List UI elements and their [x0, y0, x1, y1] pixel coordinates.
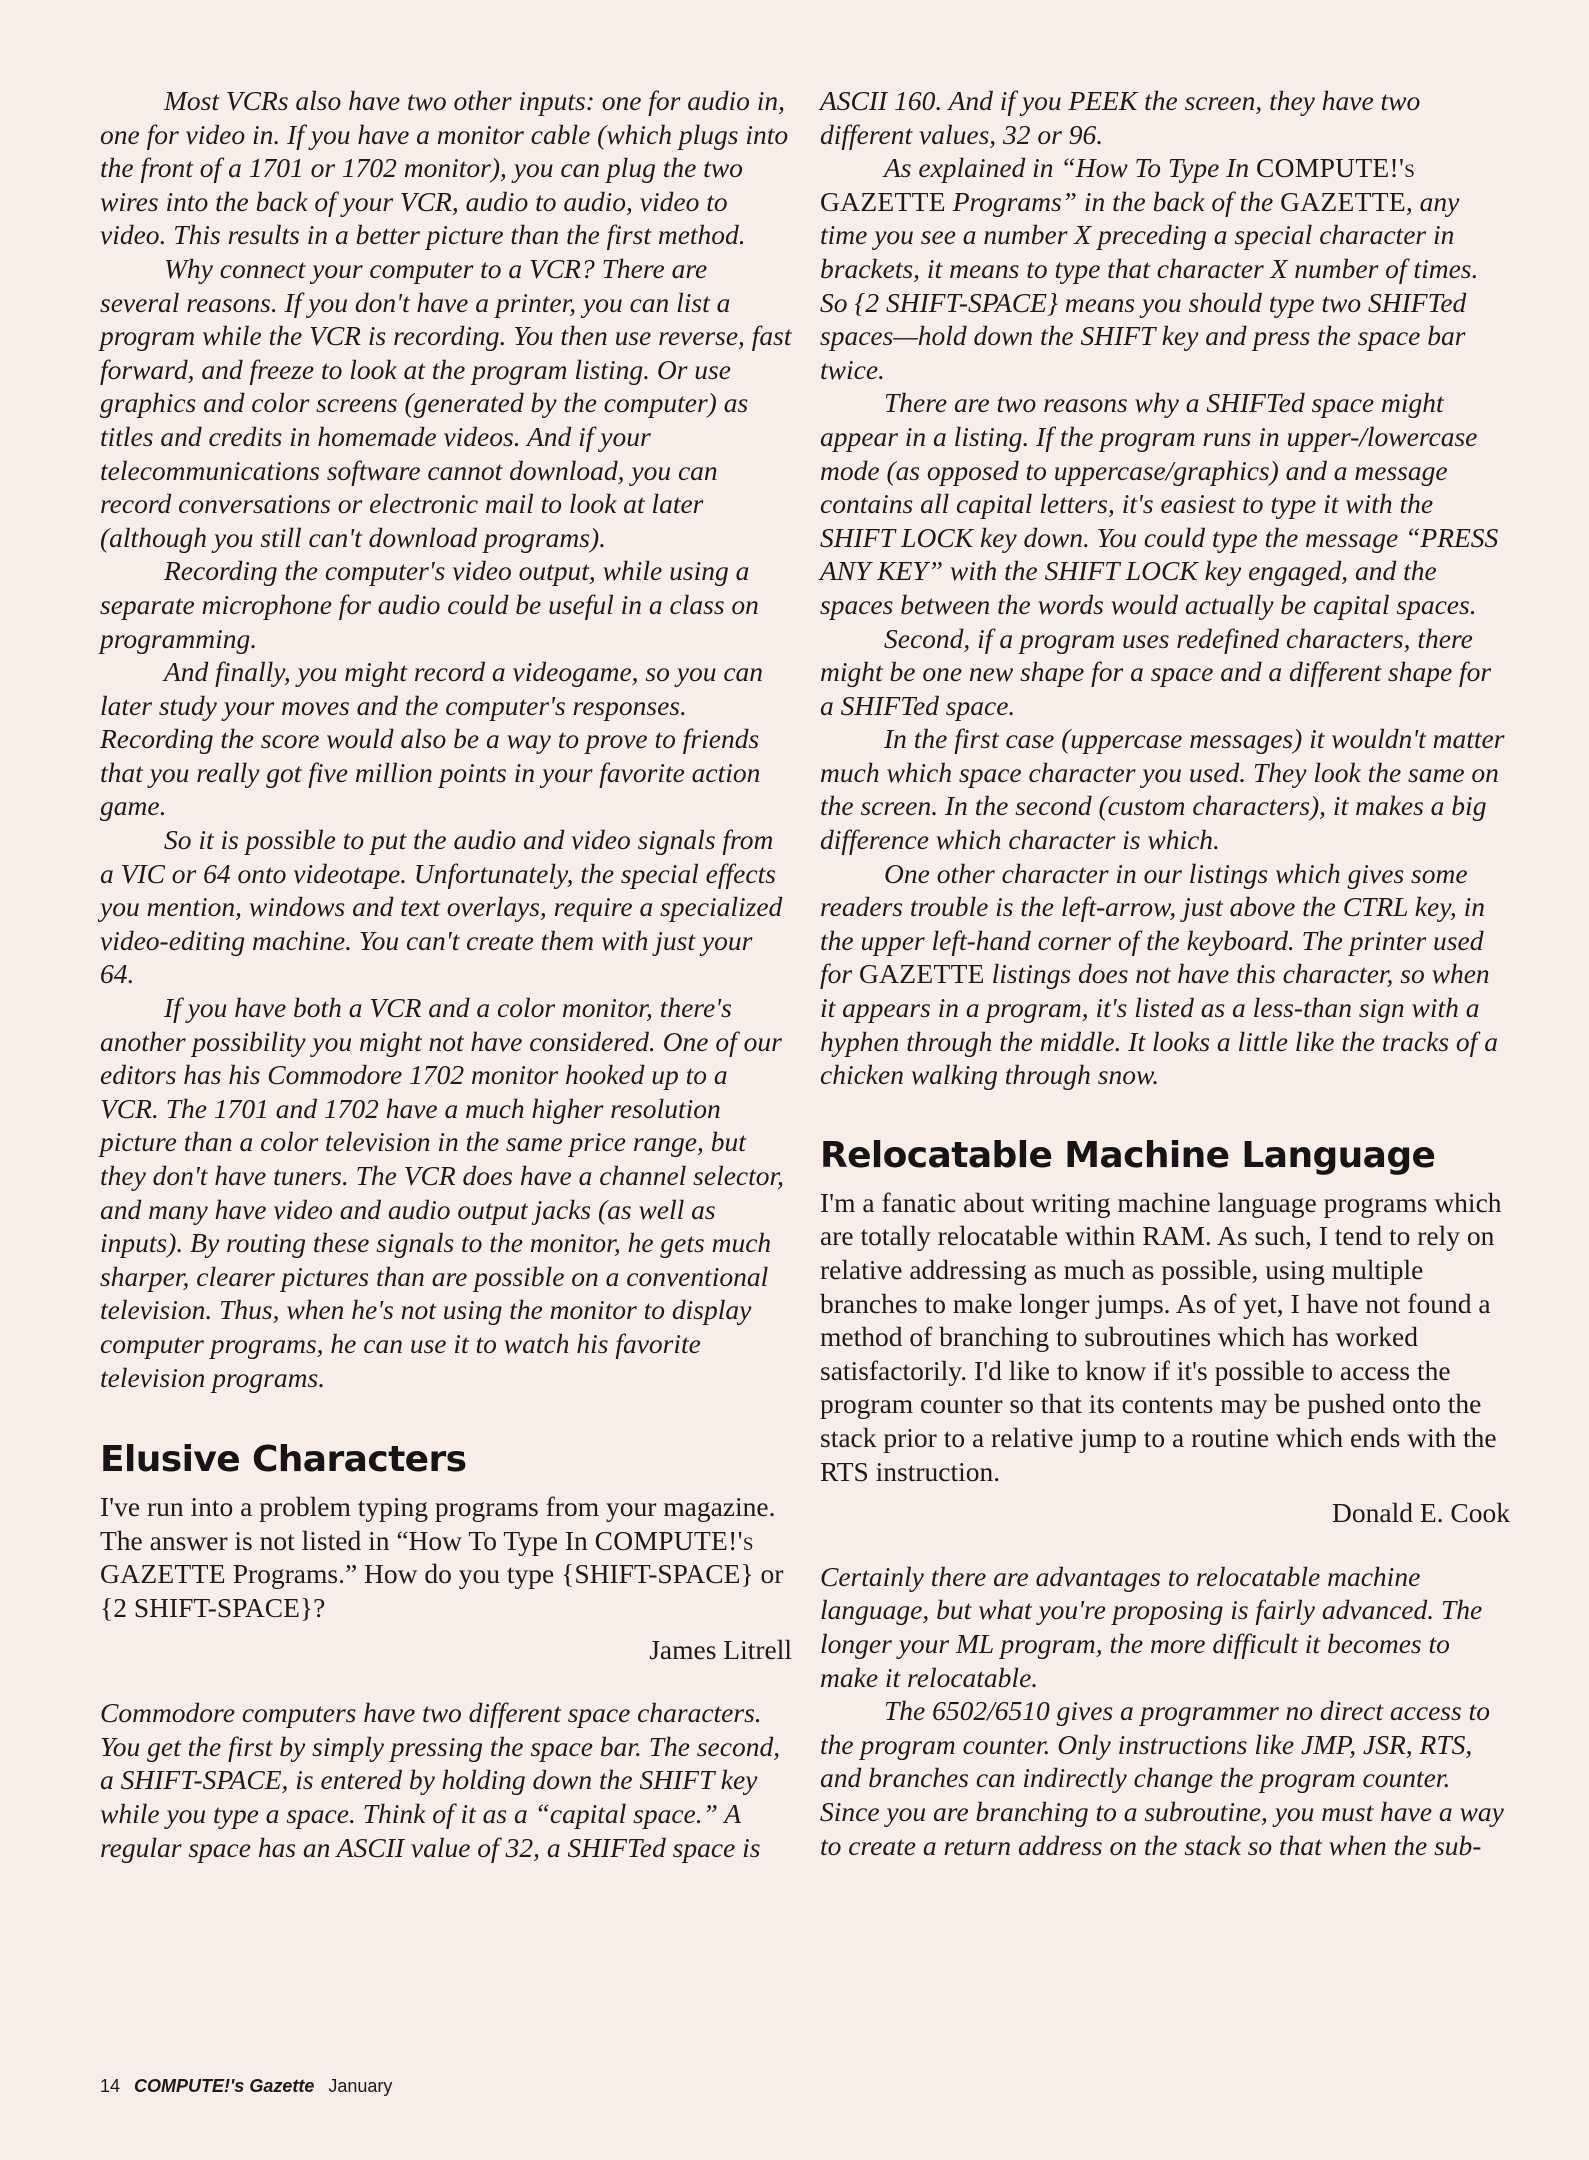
elusive-letter-paragraph [100, 1490, 792, 1624]
letter-text-part2: Programs.” How do you type {SHIFT-SPACE} or {2 SHIFT-SPACE}? [100, 1558, 784, 1623]
videotape-paragraph: So it is possible to put the audio and video signals from a VIC or 64 onto videotape. Unfortunately, the special effects you mention, windows and text overlays, require a specialized video-editing machine. You can't create them with just your 64. [100, 824, 783, 990]
first-case-paragraph: In the first case (uppercase messages) it wouldn't matter much which space character you used. They look the same on the screen. In the second (custom characters), it makes a big difference which character is which. [820, 723, 1505, 856]
letter-signature-litrell: James Litrell [649, 1633, 792, 1665]
letter-gazette-smallcaps: GAZETTE [100, 1558, 226, 1590]
recording-output-paragraph: Recording the computer's video output, while using a separate microphone for audio could be useful in a class on programming. [100, 555, 759, 654]
gazette-smallcaps-2: GAZETTE [1280, 185, 1406, 217]
redefined-characters-paragraph: Second, if a program uses redefined characters, there might be one new shape for a space and a different shape for a SHIFTed space. [820, 622, 1492, 721]
issue-month: January [328, 2076, 393, 2096]
left-arrow-part2: listings does not have this character, so when it appears in a program, it's listed as a less-than sign with a hyphen through the middle. It looks a little like the tracks of a chicken walking through snow. [820, 958, 1498, 1091]
two-reasons-paragraph: There are two reasons why a SHIFTed space might appear in a listing. If the program runs in upper-/lowercase mode (as opposed to uppercase/graphics) and a message contains all capital letters, it's easiest to type it with the SHIFT LOCK key down. You could type the message “PRESS ANY KEY” with the SHIFT LOCK key engaged, and the spaces between the words would actually be capital spaces. [820, 387, 1499, 620]
why-connect-paragraph: Why connect your computer to a VCR? There are several reasons. If you don't have a printer, you can list a program while the VCR is recording. You then use reverse, fast forward, and freeze to look at the program listing. Or use graphics and color screens (generated by the computer) as titles and credits in homemade videos. And if your telecommunications software cannot download, you can record conversations or electronic mail to look at later (although you still can't download programs). [100, 252, 792, 553]
how-to-type-part2: Programs” in the back of the [945, 185, 1281, 217]
letter-compute-smallcaps: COMPUTE!'s [594, 1524, 754, 1556]
relocatable-letter-paragraph: I'm a fanatic about writing machine language programs which are totally relocatable within RAM. As such, I tend to rely on relative addressing as much as possible, using multiple branches to make longer jumps. As of yet, I have not found a method of branching to subroutines which has worked satisfactorily. I'd like to know if it's possible to access the program counter so that its contents may be pushed onto the stack prior to a relative jump to a routine which ends with the RTS instruction. [820, 1186, 1502, 1487]
left-arrow-part1: One other character in our listings which gives some readers trouble is the left-arrow, just above the CTRL key, in the upper left-hand corner of the keyboard. The printer used for [820, 857, 1486, 990]
color-monitor-paragraph: If you have both a VCR and a color monitor, there's another possibility you might not have considered. One of our editors has his Commodore 1702 monitor hooked up to a VCR. The 1701 and 1702 have a much higher resolution picture than a color television in the same price range, but they don't have tuners. The VCR does have a channel selector, and many have video and audio output jacks (as well as inputs). By routing these signals to the monitor, he gets much sharper, clearer pictures than are possible on a conventional television. Thus, when he's not using the monitor to display computer programs, he can use it to watch his favorite television programs. [100, 992, 785, 1393]
letter-signature-cook: Donald E. Cook [1332, 1497, 1510, 1529]
how-to-type-part3: , any time you see a number X preceding a special character in brackets, it means to type that character X number of times. So {2 SHIFT-SPACE} means you should type two SHIFTed spaces—hold down the SHIFT key and press the space bar twice. [820, 185, 1479, 385]
magazine-name: COMPUTE!'s Gazette [134, 2076, 315, 2096]
gazette-smallcaps-3: GAZETTE [858, 958, 985, 990]
page-footer [100, 2076, 392, 2097]
letter-text-part1: I've run into a problem typing programs from your magazine. The answer is not listed in “How To Type In [100, 1491, 776, 1556]
vcr-inputs-paragraph: Most VCRs also have two other inputs: one for audio in, one for video in. If you have a monitor cable (which plugs into the front of a 1701 or 1702 monitor), you can plug the two wires into the back of your VCR, audio to audio, video to video. This results in a better picture than the first method. [100, 85, 789, 251]
page-number: 14 [100, 2076, 121, 2096]
relocatable-ml-heading: Relocatable Machine Language [820, 1134, 1436, 1176]
relocatable-answer-paragraph-2: The 6502/6510 gives a programmer no direct access to the program counter. Only instructions like JMP, JSR, RTS, and branches can indirectly change the program counter. Since you are branching to a subroutine, you must have a way to create a return address on the stack so that when the sub- [820, 1695, 1504, 1861]
elusive-characters-heading: Elusive Characters [100, 1439, 467, 1481]
compute-smallcaps: COMPUTE!'s [1256, 152, 1416, 184]
space-characters-answer: Commodore computers have two different space characters. You get the first by simply pressing the space bar. The second, a SHIFT-SPACE, is entered by holding down the SHIFT key while you type a space. Think of it as a “capital space.” A regular space has an ASCII value of 32, a SHIFTed space is [100, 1697, 781, 1863]
relocatable-answer-paragraph-1: Certainly there are advantages to relocatable machine language, but what you're proposing is fairly advanced. The longer your ML program, the more difficult it becomes to make it relocatable. [820, 1560, 1483, 1693]
ascii-continuation-paragraph: ASCII 160. And if you PEEK the screen, they have two different values, 32 or 96. [820, 85, 1421, 150]
how-to-type-paragraph [820, 151, 1510, 386]
how-to-type-part1: As explained in “How To Type In [884, 152, 1257, 184]
gazette-smallcaps-1: GAZETTE [820, 185, 946, 217]
left-arrow-paragraph [820, 857, 1510, 1092]
left-column [100, 84, 792, 1864]
videogame-paragraph: And finally, you might record a videogame, so you can later study your moves and the computer's responses. Recording the score would also be a way to prove to friends that you really got five million points in your favorite action game. [100, 656, 764, 822]
right-column [820, 84, 1510, 1862]
